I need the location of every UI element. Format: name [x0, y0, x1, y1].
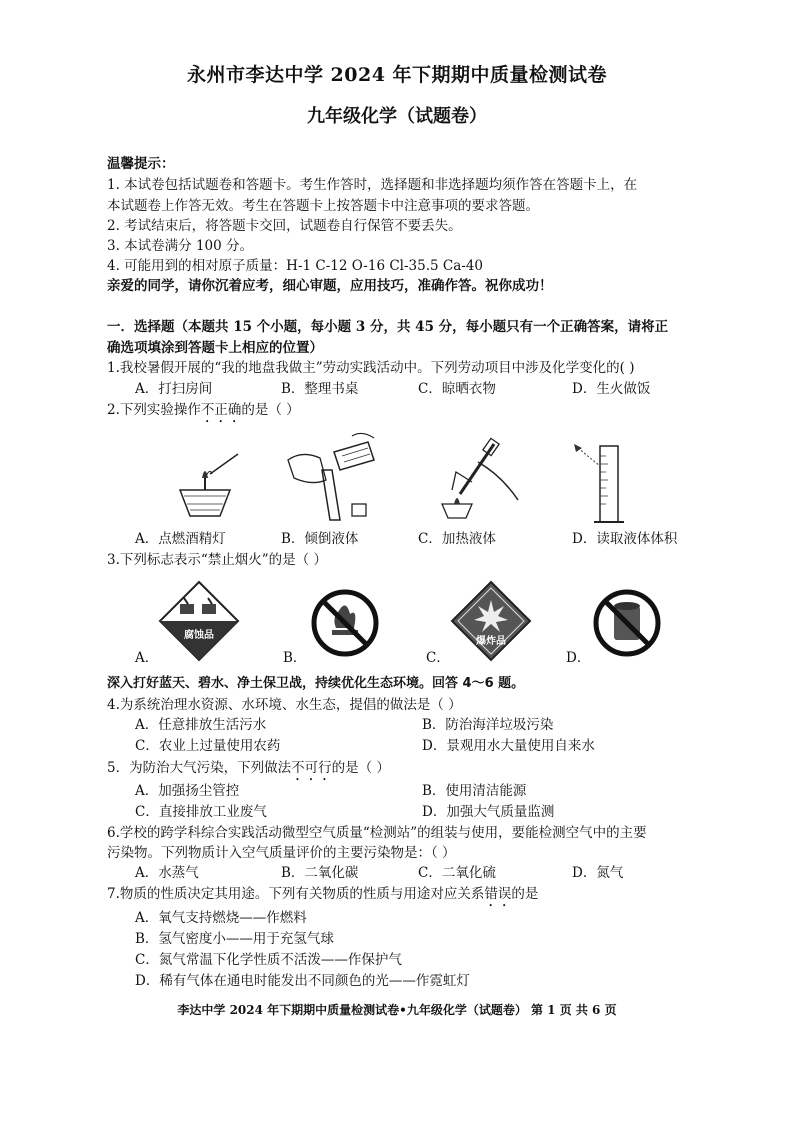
q2-option-b: B．倾倒液体	[281, 531, 359, 547]
alcohol-lamp-figure	[170, 450, 240, 520]
q5-option-b: B．使用清洁能源	[422, 783, 527, 799]
q5-option-d: D．加强大气质量监测	[422, 804, 555, 820]
q1-option-a: A．打扫房间	[135, 381, 213, 397]
q5-option-a: A．加强扬尘管控	[135, 783, 240, 799]
q5-stem: 5．为防治大气污染，下列做法不可行的是（ ）	[107, 760, 390, 776]
pouring-liquid-figure	[282, 430, 382, 525]
q6-option-b: B．二氧化碳	[281, 865, 359, 881]
q3-option-b: B．	[283, 650, 307, 666]
heating-liquid-figure	[432, 436, 522, 521]
q2-option-d: D．读取液体体积	[572, 531, 678, 547]
sign-a-label: 腐蚀品	[184, 630, 214, 641]
exam-subtitle: 九年级化学（试题卷）	[307, 106, 487, 127]
q4-option-a: A．任意排放生活污水	[135, 717, 267, 733]
q7-option-d: D．稀有气体在通电时能发出不同颜色的光——作霓虹灯	[135, 973, 470, 989]
q4-option-b: B．防治海洋垃圾污染	[422, 717, 554, 733]
q4-option-c: C．农业上过量使用农药	[135, 738, 281, 754]
q5-emphasis: 不可行	[291, 760, 332, 776]
q3-option-a: A．	[135, 650, 159, 666]
notice-item: 3. 本试卷满分 100 分。	[107, 238, 254, 254]
no-fuel-sign-figure	[592, 588, 662, 658]
graduated-cylinder-figure	[570, 436, 630, 526]
q6-option-d: D．氮气	[572, 865, 624, 881]
explosive-sign-figure	[450, 580, 532, 662]
q4-option-d: D．景观用水大量使用自来水	[422, 738, 595, 754]
q1-option-d: D．生火做饭	[572, 381, 651, 397]
q5-option-c: C．直接排放工业废气	[135, 804, 267, 820]
q3-stem: 3.下列标志表示“禁止烟火”的是（ ）	[107, 552, 327, 568]
q2-option-c: C．加热液体	[418, 531, 496, 547]
q7-emphasis: 错误	[484, 886, 512, 902]
sign-c-label: 爆炸品	[476, 636, 506, 647]
q1-option-c: C．晾晒衣物	[418, 381, 496, 397]
q3-option-d: D．	[566, 650, 591, 666]
page-footer: 李达中学 2024 年下期期中质量检测试卷•九年级化学（试题卷） 第 1 页 共 6 页	[177, 1003, 617, 1017]
context-passage: 深入打好蓝天、碧水、净土保卫战，持续优化生态环境。回答 4～6 题。	[107, 676, 525, 691]
q7-option-b: B．氢气密度小——用于充氢气球	[135, 931, 334, 947]
q7-option-a: A．氧气支持燃烧——作燃料	[135, 910, 307, 926]
corrosive-sign-figure	[158, 580, 240, 662]
q1-stem: 1.我校暑假开展的“我的地盘我做主”劳动实践活动中。下列劳动项目中涉及化学变化的( )	[107, 360, 635, 376]
section-heading-cont: 确选项填涂到答题卡上相应的位置）	[107, 340, 323, 356]
q1-option-b: B．整理书桌	[281, 381, 359, 397]
q2-emphasis: 不正确	[200, 402, 242, 418]
q6-stem-cont: 污染物。下列物质计入空气质量评价的主要污染物是：（ ）	[107, 845, 456, 861]
notice-item: 4. 可能用到的相对原子质量：H-1 C-12 O-16 Cl-35.5 Ca-40	[107, 258, 484, 274]
q2-stem: 2.下列实验操作不正确的是（ ）	[107, 402, 300, 418]
notice-heading: 温馨提示：	[107, 156, 175, 172]
notice-item: 1. 本试卷包括试题卷和答题卡。考生作答时，选择题和非选择题均须作答在答题卡上，在	[107, 177, 638, 193]
q4-stem: 4.为系统治理水资源、水环境、水生态，提倡的做法是（ ）	[107, 697, 462, 713]
q6-option-c: C．二氧化硫	[418, 865, 496, 881]
q7-option-c: C．氮气常温下化学性质不活泼——作保护气	[135, 952, 402, 968]
q6-stem: 6.学校的跨学科综合实践活动微型空气质量“检测站”的组装与使用，要能检测空气中的主要	[107, 825, 647, 841]
q6-option-a: A．水蒸气	[135, 865, 199, 881]
no-fire-sign-figure	[310, 588, 380, 658]
notice-wish: 亲爱的同学，请你沉着应考，细心审题，应用技巧，准确作答。祝你成功！	[107, 278, 553, 294]
notice-item: 2. 考试结束后，将答题卡交回，试题卷自行保管不要丢失。	[107, 218, 462, 234]
q7-stem: 7.物质的性质决定其用途。下列有关物质的性质与用途对应关系错误的是	[107, 886, 539, 902]
section-heading: 一．选择题（本题共 15 个小题，每小题 3 分，共 45 分，每小题只有一个正确答案，请将正	[107, 319, 669, 335]
q3-option-c: C．	[426, 650, 450, 666]
q2-option-a: A．点燃酒精灯	[135, 531, 226, 547]
notice-item: 本试题卷上作答无效。考生在答题卡上按答题卡中注意事项的要求答题。	[107, 198, 539, 214]
exam-title: 永州市李达中学 2024 年下期期中质量检测试卷	[186, 64, 608, 86]
